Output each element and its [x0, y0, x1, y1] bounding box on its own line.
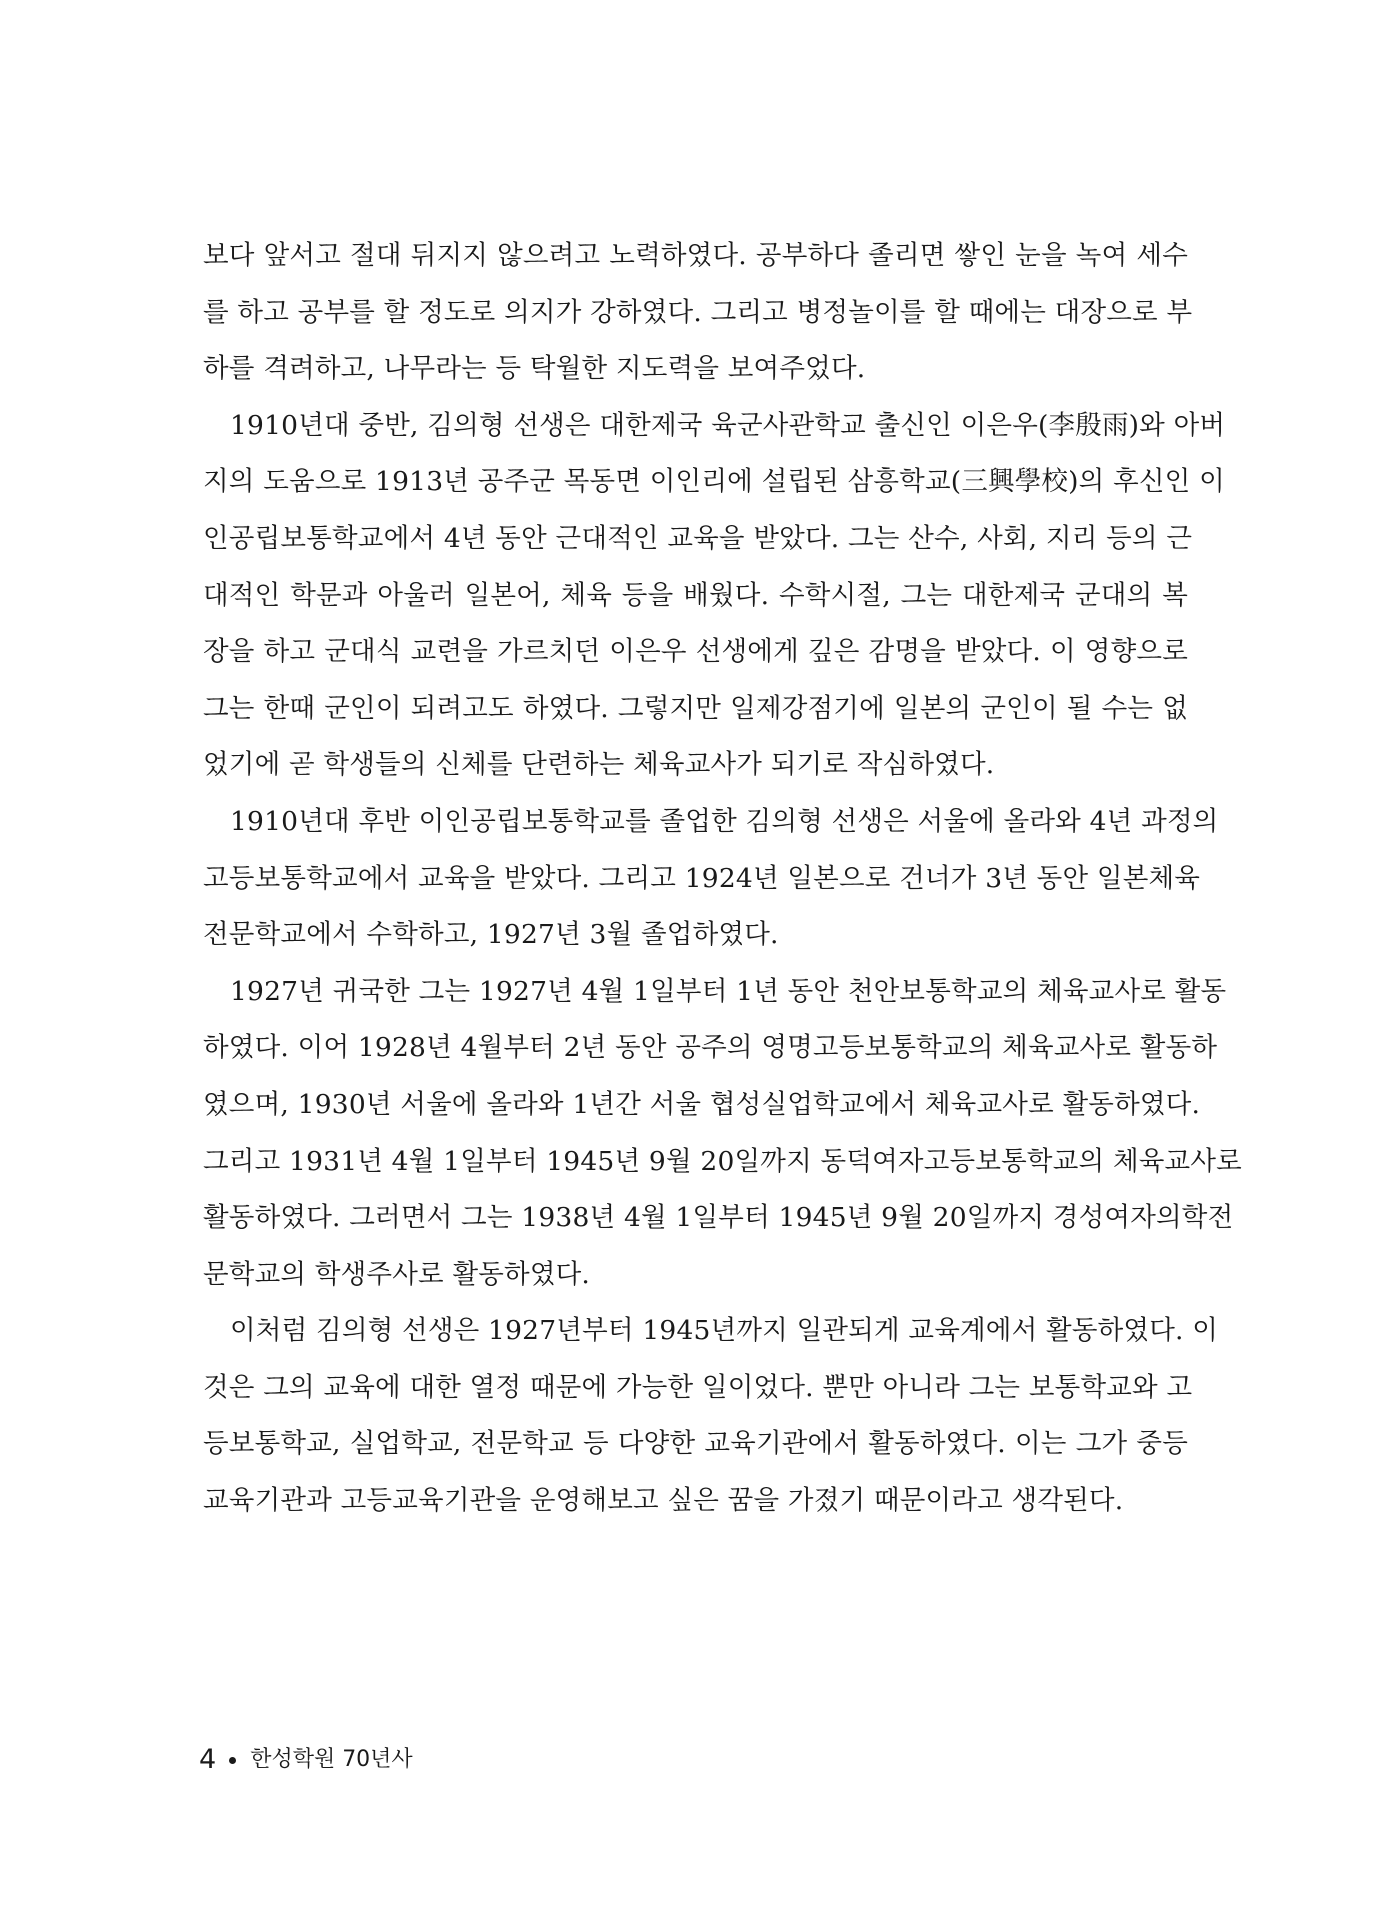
- paragraph-first-line: 1910년대 후반 이인공립보통학교를 졸업한 김의형 선생은 서울에 올라와 4년 과정의: [230, 805, 1219, 837]
- text-line: 문학교의 학생주사로 활동하였다.: [203, 1258, 591, 1290]
- text-line: 었기에 곧 학생들의 신체를 단련하는 체육교사가 되기로 작심하였다.: [203, 749, 995, 781]
- text-line: 지의 도움으로 1913년 공주군 목동면 이인리에 설립된 삼흥학교(三興學校)의 후신인 이: [203, 466, 1225, 498]
- bullet-icon: [229, 1757, 236, 1764]
- body-text: [203, 228, 1242, 1530]
- text-line: 등보통학교, 실업학교, 전문학교 등 다양한 교육기관에서 활동하였다. 이는 그가 중등: [203, 1428, 1188, 1460]
- book-title: 한성학원 70년사: [250, 1747, 413, 1772]
- page-footer: [199, 1742, 413, 1778]
- text-line: 전문학교에서 수학하고, 1927년 3월 졸업하였다.: [203, 919, 779, 951]
- paragraph-first-line: 1910년대 중반, 김의형 선생은 대한제국 육군사관학교 출신인 이은우(李殷雨)와 아버: [230, 409, 1226, 441]
- text-line: 고등보통학교에서 교육을 받았다. 그리고 1924년 일본으로 건너가 3년 동안 일본체육: [203, 862, 1201, 894]
- text-line: 교육기관과 고등교육기관을 운영해보고 싶은 꿈을 가졌기 때문이라고 생각된다.: [203, 1485, 1124, 1517]
- text-line: 그는 한때 군인이 되려고도 하였다. 그렇지만 일제강점기에 일본의 군인이 될 수는 없: [203, 692, 1188, 724]
- text-line: 그리고 1931년 4월 1일부터 1945년 9월 20일까지 동덕여자고등보통학교의 체육교사로: [203, 1145, 1242, 1177]
- paragraph-first-line: 1927년 귀국한 그는 1927년 4월 1일부터 1년 동안 천안보통학교의 체육교사로 활동: [230, 975, 1227, 1007]
- text-line: 대적인 학문과 아울러 일본어, 체육 등을 배웠다. 수학시절, 그는 대한제국 군대의 복: [203, 579, 1188, 611]
- text-line: 장을 하고 군대식 교련을 가르치던 이은우 선생에게 깊은 감명을 받았다. 이 영향으로: [203, 636, 1188, 668]
- paragraph-first-line: 이처럼 김의형 선생은 1927년부터 1945년까지 일관되게 교육계에서 활동하였다. 이: [230, 1315, 1219, 1347]
- text-line: 활동하였다. 그러면서 그는 1938년 4월 1일부터 1945년 9월 20일까지 경성여자의학전: [203, 1202, 1234, 1234]
- text-line: 하였다. 이어 1928년 4월부터 2년 동안 공주의 영명고등보통학교의 체육교사로 활동하: [203, 1032, 1218, 1064]
- text-line: 하를 격려하고, 나무라는 등 탁월한 지도력을 보여주었다.: [203, 353, 866, 385]
- text-line: 였으며, 1930년 서울에 올라와 1년간 서울 협성실업학교에서 체육교사로 활동하였다.: [203, 1088, 1201, 1120]
- text-line: 를 하고 공부를 할 정도로 의지가 강하였다. 그리고 병정놀이를 할 때에는 대장으로 부: [203, 296, 1193, 328]
- page-number: 4: [199, 1744, 217, 1775]
- text-line: 것은 그의 교육에 대한 열정 때문에 가능한 일이었다. 뿐만 아니라 그는 보통학교와 고: [203, 1371, 1193, 1403]
- text-line: 인공립보통학교에서 4년 동안 근대적인 교육을 받았다. 그는 산수, 사회, 지리 등의 근: [203, 522, 1193, 554]
- text-line: 보다 앞서고 절대 뒤지지 않으려고 노력하였다. 공부하다 졸리면 쌓인 눈을 녹여 세수: [203, 240, 1188, 271]
